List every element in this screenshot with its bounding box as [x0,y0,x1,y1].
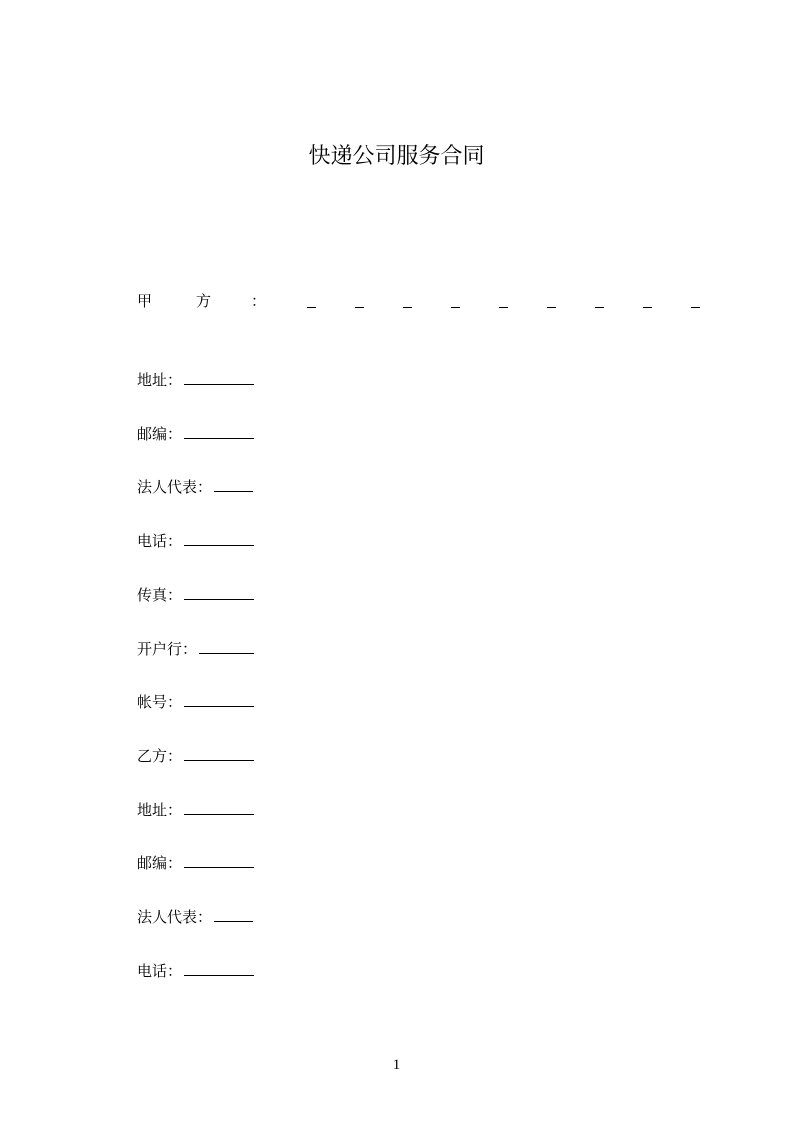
party-a-blank-segment [403,307,412,308]
field-label: 乙方： [137,747,183,765]
form-field-row [137,423,254,445]
field-blank-line [184,545,254,546]
party-a-blank-segment [307,307,316,308]
field-label: 地址： [137,371,183,389]
field-blank-line [184,706,254,707]
party-a-blank-segment [451,307,460,308]
field-label: 开户行： [137,640,198,658]
party-a-blank-segment [691,307,700,308]
field-label: 传真： [137,586,183,604]
form-field-row [137,530,254,552]
field-label: 地址： [137,801,183,819]
form-field-row [137,584,254,606]
form-field-row [137,476,253,498]
form-field-row [137,799,254,821]
field-blank-line [184,867,254,868]
field-label: 法人代表： [137,478,213,496]
field-blank-line [214,491,253,492]
field-label: 邮编： [137,854,183,872]
field-label: 帐号： [137,693,183,711]
party-a-char-1: 甲 [137,292,153,310]
form-field-row [137,906,253,928]
party-a-colon: ： [251,292,267,310]
party-a-blank-segment [499,307,508,308]
form-field-row [137,691,254,713]
field-blank-line [214,921,253,922]
form-field-row [137,745,254,767]
party-a-blank-segment [643,307,652,308]
field-label: 电话： [137,962,183,980]
field-blank-line [184,384,254,385]
page-number: 1 [392,1057,401,1073]
field-blank-line [184,438,254,439]
field-label: 法人代表： [137,908,213,926]
party-a-line [137,290,707,312]
field-blank-line [199,653,254,654]
form-field-row [137,638,254,660]
field-label: 邮编： [137,425,183,443]
party-a-blank-segment [595,307,604,308]
field-label: 电话： [137,532,183,550]
field-blank-line [184,760,254,761]
field-blank-line [184,975,254,976]
field-blank-line [184,814,254,815]
field-blank-line [184,599,254,600]
party-a-blank-segment [547,307,556,308]
form-field-row [137,369,254,391]
form-field-row [137,960,254,982]
form-field-row [137,852,254,874]
party-a-blank-segment [355,307,364,308]
party-a-char-2: 方 [196,292,212,310]
document-title: 快递公司服务合同 [308,144,485,169]
